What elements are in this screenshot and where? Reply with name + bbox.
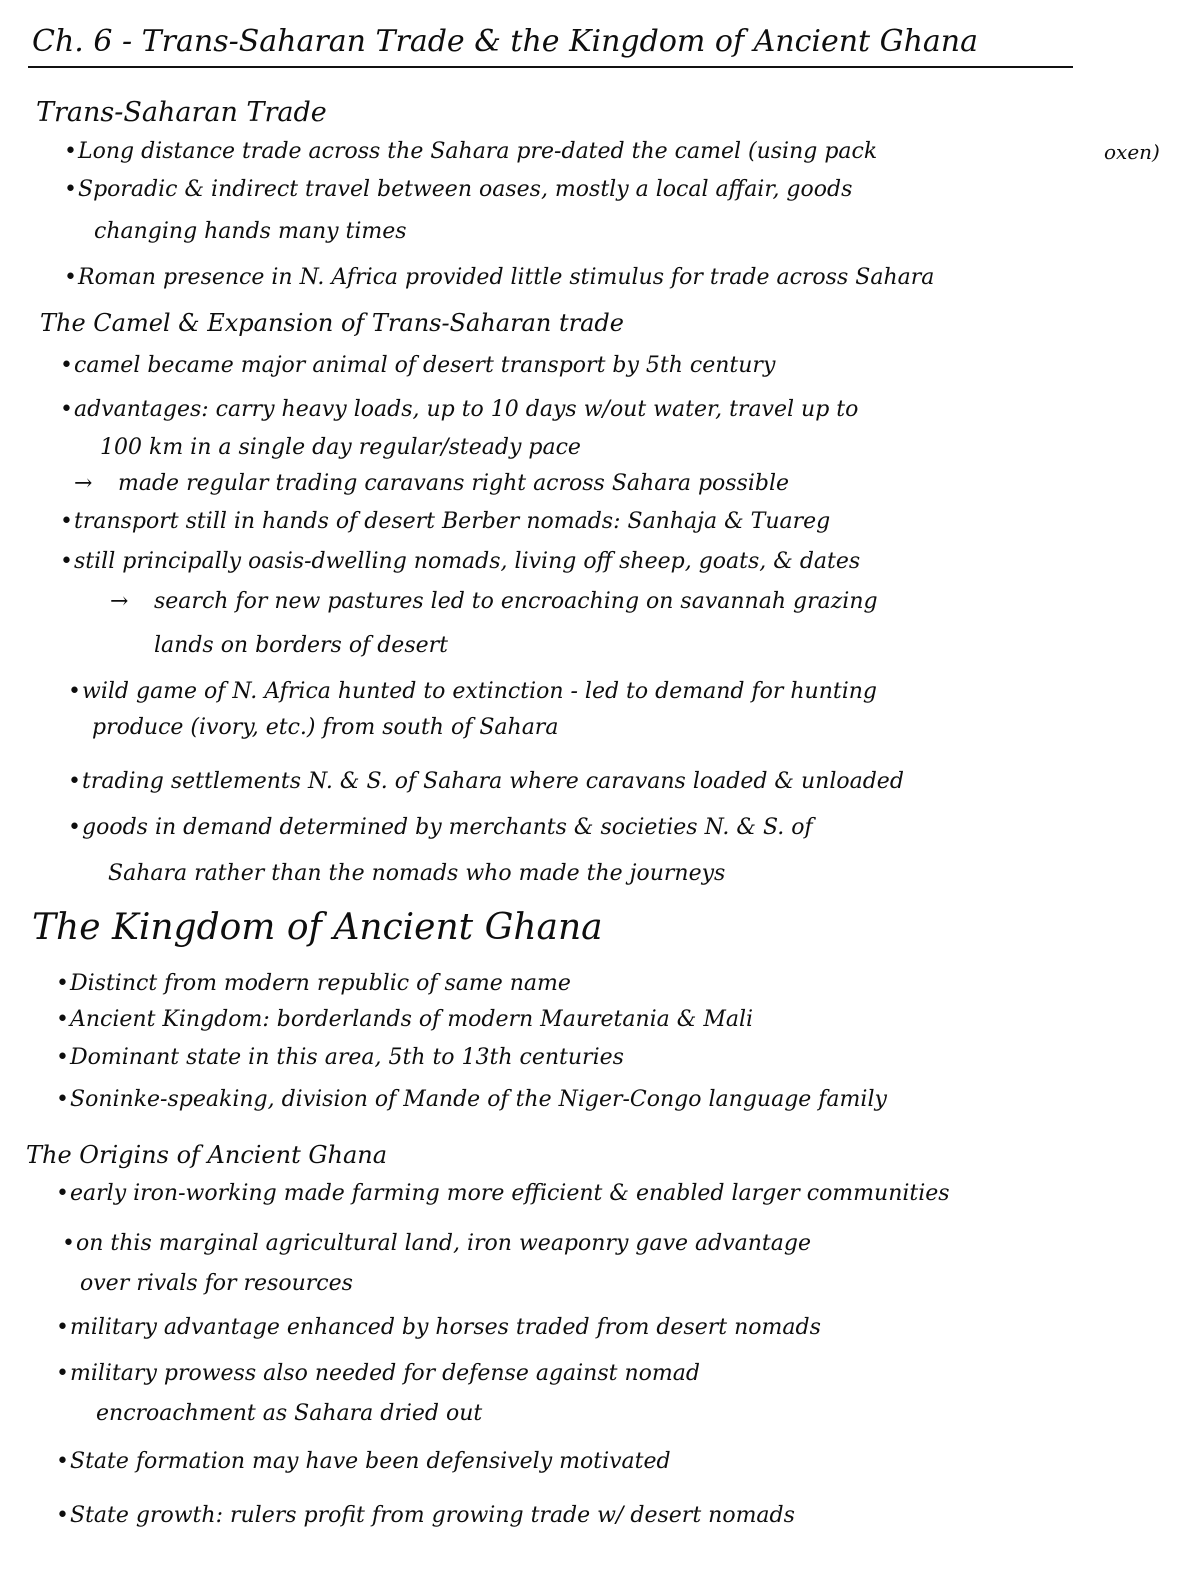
page-title: Ch. 6 - Trans-Saharan Trade & the Kingdom of Ancient Ghana	[32, 24, 979, 59]
bullet-icon: •	[60, 397, 73, 422]
bullet-icon: •	[62, 1231, 75, 1256]
bullet-icon: •	[60, 549, 73, 574]
list-item: •Sporadic & indirect travel between oases, mostly a local affair, goods	[64, 168, 1164, 212]
sub-item-continuation: lands on borders of desert	[154, 633, 448, 658]
sub-item: → search for new pastures led to encroaching on savannah grazing	[110, 580, 1200, 624]
bullet-icon: •	[56, 971, 69, 996]
list-item: •military advantage enhanced by horses traded from desert nomads	[56, 1306, 1156, 1350]
heading-kingdom-ancient-ghana: The Kingdom of Ancient Ghana	[32, 907, 603, 948]
list-item: •military prowess also needed for defense against nomad	[56, 1352, 1156, 1396]
arrow-icon: →	[110, 589, 129, 614]
bullet-icon: •	[56, 1315, 69, 1340]
list-item: •Distinct from modern republic of same name	[56, 962, 1156, 1006]
bullet-icon: •	[56, 1449, 69, 1474]
heading-origins-ancient-ghana: The Origins of Ancient Ghana	[26, 1141, 388, 1169]
list-item: •on this marginal agricultural land, iron weaponry gave advantage	[62, 1222, 1162, 1266]
list-item: •Soninke-speaking, division of Mande of the Niger-Congo language family	[56, 1078, 1156, 1122]
arrow-icon: →	[74, 471, 93, 496]
bullet-icon: •	[56, 1181, 69, 1206]
list-item: •Long distance trade across the Sahara pre-dated the camel (using pack	[64, 130, 1164, 174]
bullet-icon: •	[56, 1045, 69, 1070]
bullet-icon: •	[64, 265, 77, 290]
list-item: •early iron-working made farming more efficient & enabled larger communities	[56, 1172, 1156, 1216]
bullet-icon: •	[56, 1087, 69, 1112]
list-item: •transport still in hands of desert Berber nomads: Sanhaja & Tuareg	[60, 500, 1160, 544]
list-item: •Dominant state in this area, 5th to 13th centuries	[56, 1036, 1156, 1080]
list-item: •trading settlements N. & S. of Sahara where caravans loaded & unloaded	[68, 760, 1168, 804]
bullet-icon: •	[60, 509, 73, 534]
list-item-continuation: produce (ivory, etc.) from south of Sahara	[92, 715, 559, 740]
list-item: •State growth: rulers profit from growing trade w/ desert nomads	[56, 1494, 1156, 1538]
list-item-continuation: Sahara rather than the nomads who made the journeys	[108, 861, 726, 886]
heading-trans-saharan-trade: Trans-Saharan Trade	[36, 97, 327, 128]
list-item: •still principally oasis-dwelling nomads, living off sheep, goats, & dates	[60, 540, 1160, 584]
bullet-icon: •	[56, 1503, 69, 1528]
bullet-icon: •	[56, 1007, 69, 1032]
list-item: •advantages: carry heavy loads, up to 10 days w/out water, travel up to	[60, 388, 1160, 432]
title-underline	[28, 66, 1073, 68]
list-item: •goods in demand determined by merchants & societies N. & S. of	[68, 806, 1168, 850]
bullet-icon: •	[68, 815, 81, 840]
list-item: •camel became major animal of desert transport by 5th century	[60, 344, 1160, 388]
list-item: •Ancient Kingdom: borderlands of modern Mauretania & Mali	[56, 998, 1156, 1042]
list-item-continuation: 100 km in a single day regular/steady pace	[100, 435, 581, 460]
bullet-icon: •	[68, 769, 81, 794]
list-item: •wild game of N. Africa hunted to extinction - led to demand for hunting	[68, 670, 1168, 714]
list-item-continuation: changing hands many times	[94, 219, 407, 244]
list-item-continuation: over rivals for resources	[80, 1271, 353, 1296]
heading-camel-expansion: The Camel & Expansion of Trans-Saharan trade	[40, 309, 624, 337]
list-item: •Roman presence in N. Africa provided little stimulus for trade across Sahara	[64, 256, 1164, 300]
bullet-icon: •	[60, 353, 73, 378]
bullet-icon: •	[64, 139, 77, 164]
margin-note: oxen)	[1104, 140, 1160, 164]
list-item-continuation: encroachment as Sahara dried out	[96, 1401, 483, 1426]
bullet-icon: •	[68, 679, 81, 704]
sub-item: → made regular trading caravans right across Sahara possible	[74, 462, 1174, 506]
list-item: •State formation may have been defensively motivated	[56, 1440, 1156, 1484]
bullet-icon: •	[56, 1361, 69, 1386]
bullet-icon: •	[64, 177, 77, 202]
